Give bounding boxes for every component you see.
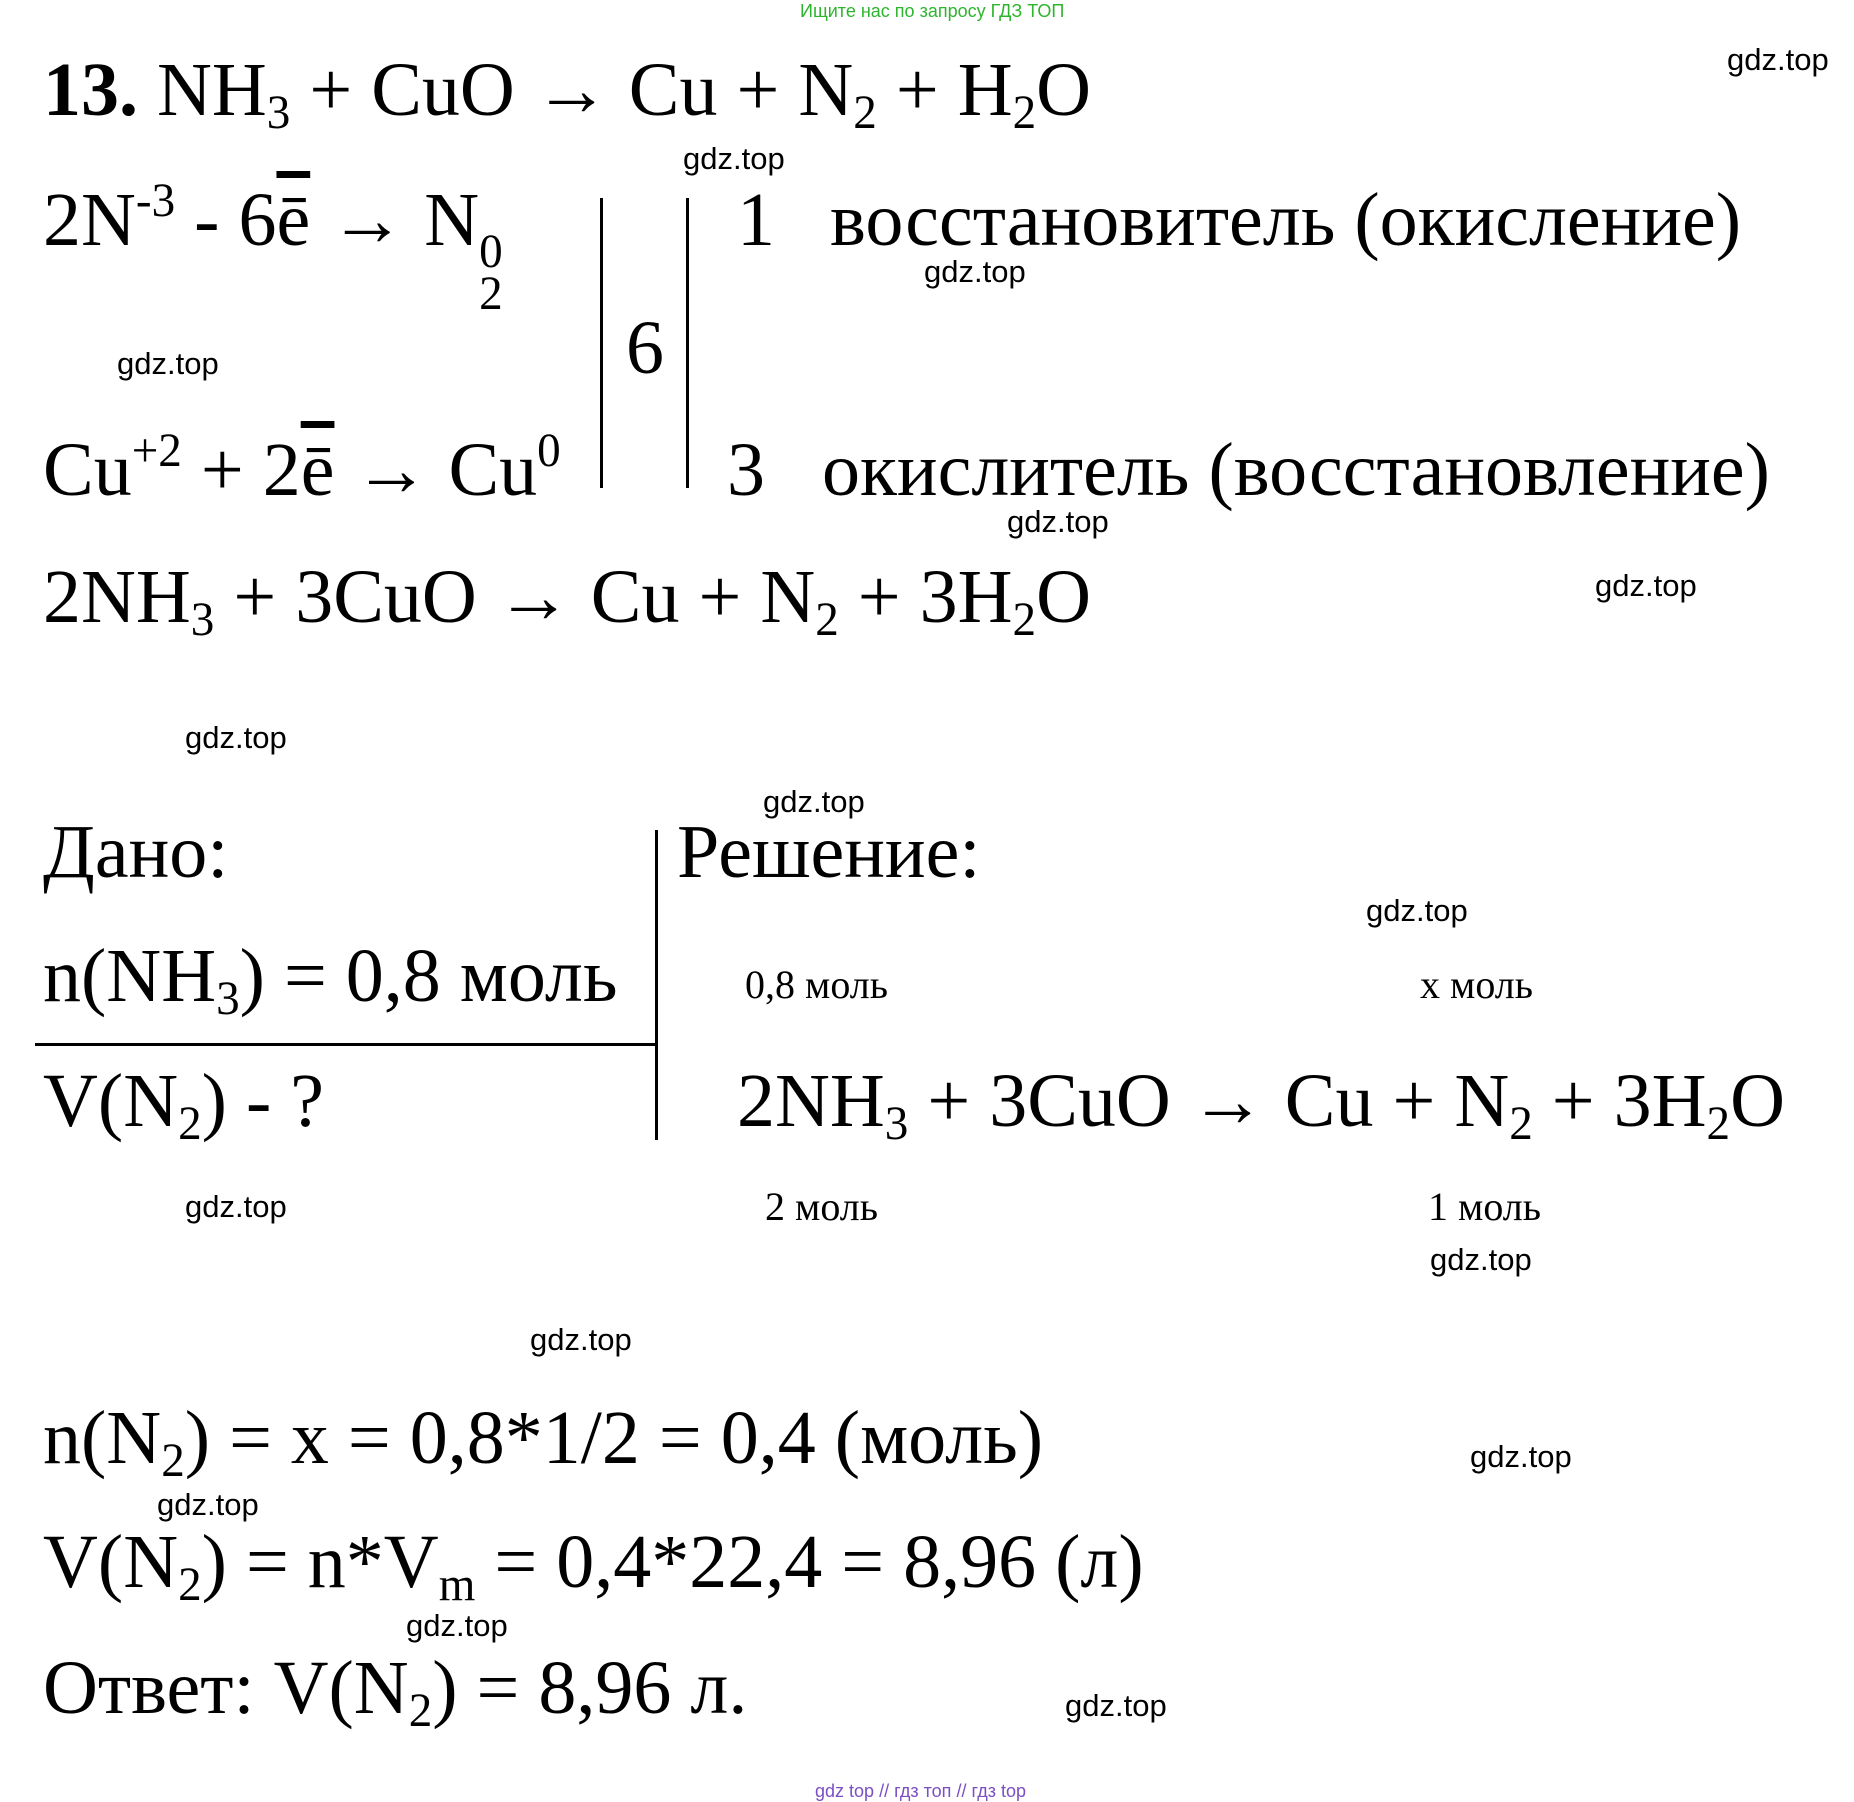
watermark: gdz.top: [1595, 568, 1697, 603]
task-number: 13.: [43, 48, 138, 132]
solution-title: Решение:: [677, 810, 981, 894]
watermark: gdz.top: [1430, 1242, 1532, 1277]
balance-coefficient-2: 3: [727, 428, 765, 512]
task-equation: 13. $NH_3$ + CuO → $Cu + N_2 + H_2O$: [43, 48, 1092, 140]
bottom-link-3[interactable]: гдз top: [971, 1781, 1027, 1801]
watermark: gdz.top: [1366, 893, 1468, 928]
bottom-separator: //: [956, 1781, 967, 1801]
given-title: Дано:: [43, 810, 229, 894]
balance-divider-right: [686, 198, 689, 488]
given-divider: [35, 1043, 658, 1046]
solution-equation: $2NH_3 + 3CuO \to Cu + N_2 + 3H_2O$: [737, 1059, 1785, 1151]
watermark: gdz.top: [185, 1189, 287, 1224]
watermark: gdz.top: [157, 1487, 259, 1522]
solution-above-left: 0,8 моль: [745, 962, 888, 1007]
answer: Ответ: $V(N_2) = 8,96$ л.: [43, 1646, 748, 1738]
watermark: gdz.top: [1007, 504, 1109, 539]
watermark: gdz.top: [185, 720, 287, 755]
balance-coefficient-1: 1: [737, 178, 775, 262]
balance-line-oxidation: $2N^{-3} - 6\overline{ē} \to N$ 0 2: [43, 174, 503, 320]
watermark: gdz.top: [1470, 1439, 1572, 1474]
watermark: gdz.top: [406, 1608, 508, 1643]
watermark: gdz.top: [1727, 42, 1829, 77]
calc-volume-n2: $V(N_2) = n*V_m = 0,4*22,4 = 8,96$ (л): [43, 1520, 1144, 1612]
calc-amount-n2: $n(N_2) = x = 0,8*1/2 = 0,4$ (моль): [43, 1396, 1044, 1488]
role-oxidizer: окислитель (восстановление): [822, 428, 1770, 512]
balance-line-reduction: $Cu^{+2} + 2\overline{ē} \to Cu^0$: [43, 424, 561, 512]
bottom-link-2[interactable]: гдз топ: [894, 1781, 952, 1801]
bottom-banner[interactable]: [815, 1782, 1026, 1800]
role-reducer: восстановитель (окисление): [830, 178, 1742, 262]
watermark: gdz.top: [763, 784, 865, 819]
top-banner[interactable]: Ищите нас по запросу ГДЗ ТОП: [800, 1, 1065, 21]
solution-below-right: 1 моль: [1428, 1184, 1541, 1229]
solution-below-left: 2 моль: [765, 1184, 878, 1229]
find-volume: $V(N_2)$ - ?: [43, 1059, 324, 1151]
solution-above-right: x моль: [1420, 962, 1533, 1007]
balance-lcm: 6: [626, 306, 664, 390]
watermark: gdz.top: [683, 141, 785, 176]
balance-divider-left: [600, 198, 603, 488]
watermark: gdz.top: [530, 1322, 632, 1357]
bottom-link-1[interactable]: gdz top: [815, 1781, 875, 1801]
given-amount: $n(NH_3) = 0,8$ моль: [43, 934, 618, 1026]
watermark: gdz.top: [924, 254, 1026, 289]
watermark: gdz.top: [117, 346, 219, 381]
bottom-separator: //: [879, 1781, 890, 1801]
watermark: gdz.top: [1065, 1688, 1167, 1723]
balanced-equation: $2NH_3 + 3CuO \to Cu + N_2 + 3H_2O$: [43, 555, 1091, 647]
given-solution-divider: [655, 830, 658, 1140]
